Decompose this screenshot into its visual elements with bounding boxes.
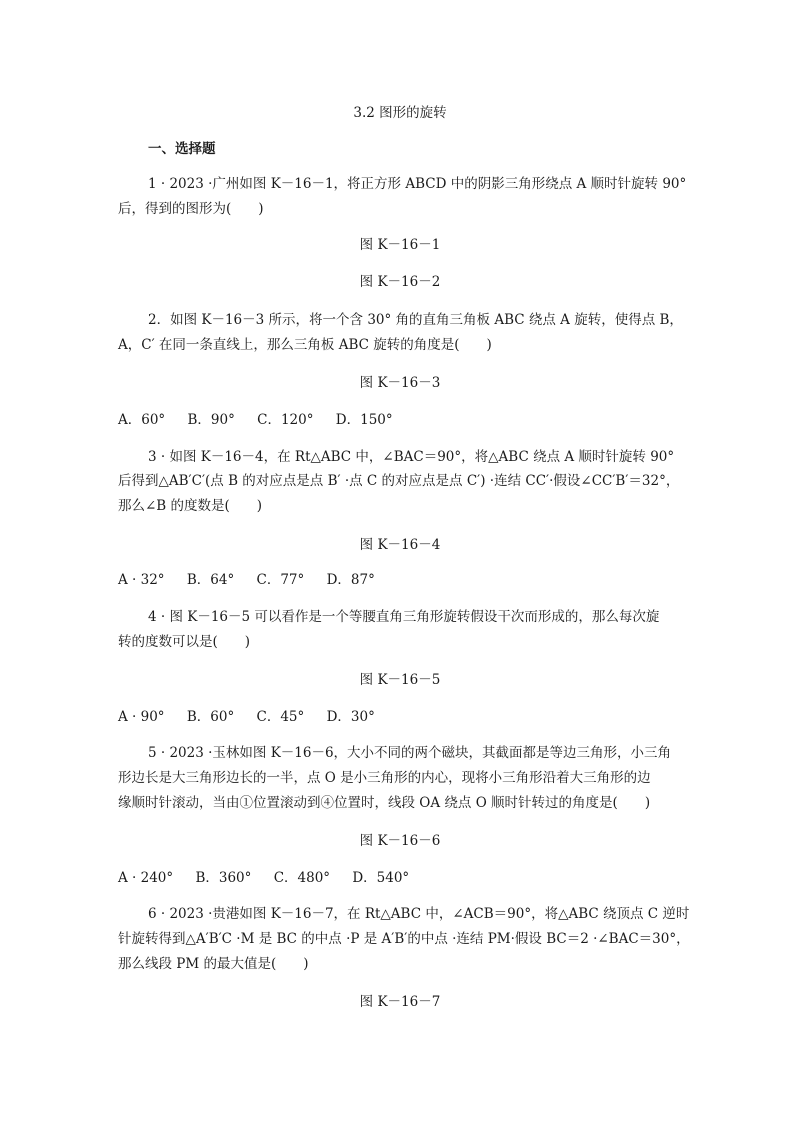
option-b: B．60° <box>186 709 235 725</box>
figure-caption-k16-5: 图 K－16－5 <box>359 672 441 688</box>
figure-caption-k16-7: 图 K－16－7 <box>359 994 441 1010</box>
figure-caption-k16-6: 图 K－16－6 <box>359 833 441 849</box>
question-3-line-3: 那么∠B 的度数是( ) <box>118 498 263 514</box>
question-4-line-2: 转的度数可以是( ) <box>118 634 251 650</box>
option-c: C．480° <box>273 870 331 886</box>
option-a: A · 240° <box>118 870 174 886</box>
option-b: B．90° <box>187 412 235 428</box>
question-5-line-1: 5 · 2023 ·玉林如图 K－16－6，大小不同的两个磁块，其截面都是等边三角形，小三角 <box>148 745 672 761</box>
section-heading: 一、选择题 <box>148 141 216 157</box>
question-5-line-2: 形边长是大三角形边长的一半，点 O 是小三角形的内心，现将小三角形沿着大三角形的边 <box>118 770 651 786</box>
option-b: B．360° <box>195 870 252 886</box>
figure-caption-k16-4: 图 K－16－4 <box>359 537 441 553</box>
option-a: A · 90° <box>118 709 165 725</box>
option-d: D．87° <box>326 572 375 588</box>
option-d: D．540° <box>352 870 410 886</box>
option-b: B．64° <box>186 572 235 588</box>
option-d: D．150° <box>335 412 393 428</box>
question-3-line-1: 3 · 如图 K－16－4，在 Rt△ABC 中，∠BAC＝90°，将△ABC 绕点 A 顺时针旋转 90° <box>148 449 675 465</box>
option-a: A．60° <box>118 412 166 428</box>
question-6-line-2: 针旋转得到△A′B′C ·M 是 BC 的中点 ·P 是 A′B′的中点 ·连结 PM·假设 BC＝2 ·∠BAC＝30°， <box>118 931 690 947</box>
question-5-line-3: 缘顺时针滚动，当由①位置滚动到④位置时，线段 OA 绕点 O 顺时针转过的角度是( ) <box>118 795 651 811</box>
question-4-options <box>118 708 393 726</box>
question-3-options <box>118 571 393 589</box>
page-title: 3.2 图形的旋转 <box>353 105 447 121</box>
question-3-line-2: 后得到△AB′C′(点 B 的对应点是点 B′ ·点 C 的对应点是点 C′) ·连结 CC′·假设∠CC′B′＝32°， <box>118 473 680 489</box>
question-1-line-1: 1 · 2023 ·广州如图 K－16－1，将正方形 ABCD 中的阴影三角形绕点 A 顺时针旋转 90° <box>148 176 687 192</box>
figure-caption-k16-1: 图 K－16－1 <box>359 237 441 253</box>
figure-caption-k16-3: 图 K－16－3 <box>359 375 441 391</box>
option-c: C．45° <box>256 709 305 725</box>
question-1-line-2: 后，得到的图形为( ) <box>118 201 264 217</box>
question-6-line-1: 6 · 2023 ·贵港如图 K－16－7，在 Rt△ABC 中，∠ACB＝90°，将△ABC 绕顶点 C 逆时 <box>148 906 690 922</box>
question-4-line-1: 4 · 图 K－16－5 可以看作是一个等腰直角三角形旋转假设干次而形成的，那么每次旋 <box>148 609 660 625</box>
question-2-options <box>118 411 411 429</box>
option-c: C．77° <box>256 572 305 588</box>
question-2-line-1: 2．如图 K－16－3 所示，将一个含 30° 角的直角三角板 ABC 绕点 A 旋转，使得点 B， <box>148 312 683 328</box>
question-6-line-3: 那么线段 PM 的最大值是( ) <box>118 956 309 972</box>
option-c: C．120° <box>257 412 314 428</box>
option-a: A · 32° <box>118 572 165 588</box>
question-2-line-2: A，C′ 在同一条直线上，那么三角板 ABC 旋转的角度是( ) <box>118 337 492 353</box>
figure-caption-k16-2: 图 K－16－2 <box>359 274 441 290</box>
option-d: D．30° <box>326 709 375 725</box>
question-5-options <box>118 869 427 887</box>
